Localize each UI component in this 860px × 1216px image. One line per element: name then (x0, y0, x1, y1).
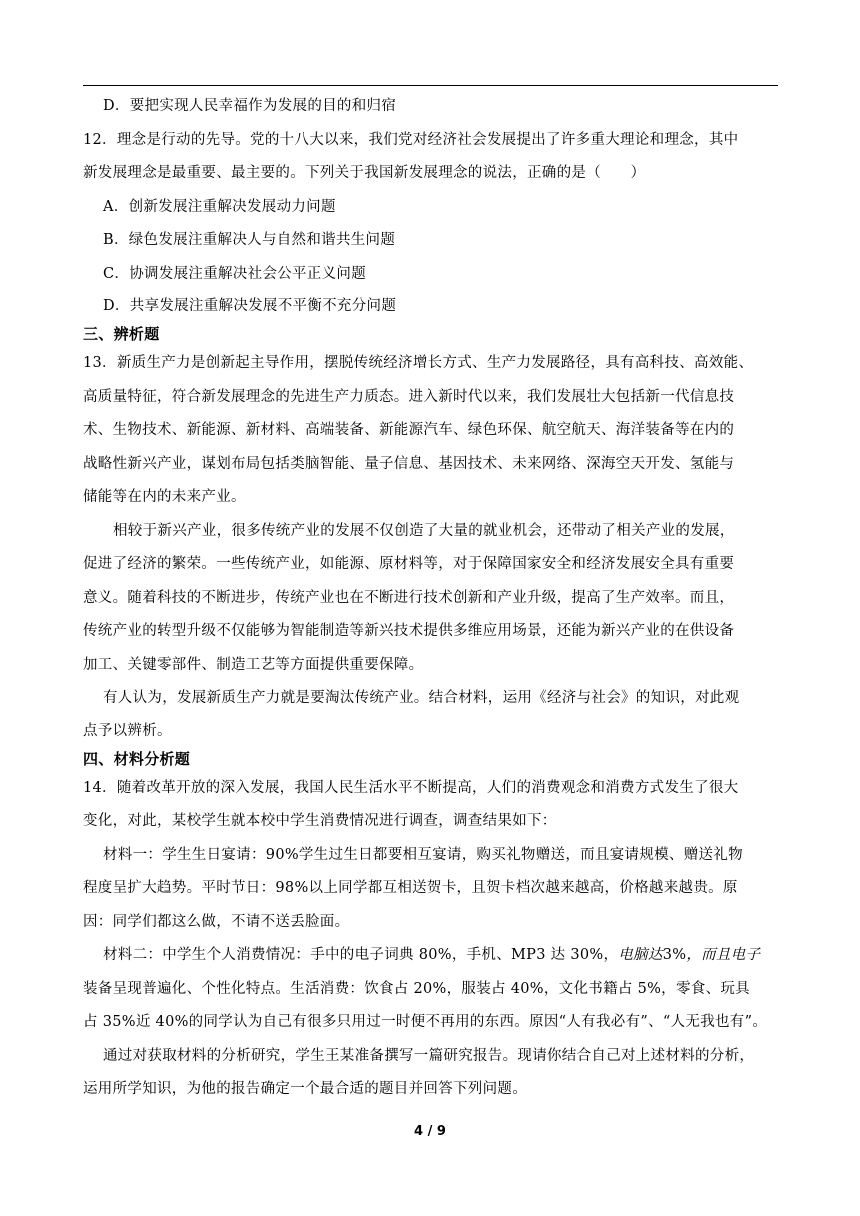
material2-text-c: 3% (662, 947, 687, 963)
q14-material2-line-3: 占 35%近 40%的同学认为自己有很多只用过一时便不再用的东西。原因“人有我必有”、“人无我也有”。 (83, 1014, 768, 1030)
q13-para1-line-3: 术、生物技术、新能源、新材料、高端装备、新能源汽车、绿色环保、航空航天、海洋装备等在内的 (83, 422, 735, 438)
q14-stem-line-2: 变化，对此，某校学生就本校中学生消费情况进行调查，调查结果如下： (83, 813, 557, 829)
q12-option-a: A．创新发展注重解决发展动力问题 (103, 198, 336, 215)
q14-material2-line-2: 装备呈现普遍化、个性化特点。生活消费：饮食占 20%，服装占 40%，文化书籍占 5%，零食、玩具 (83, 980, 750, 997)
q14-material2-line-1 (83, 939, 783, 973)
material2-text-a: 材料二：中学生个人消费情况：手中的电子词典 80%，手机、MP3 达 30%， (103, 947, 619, 963)
q13-para2-line-2: 促进了经济的繁荣。一些传统产业，如能源、原材料等，对于保障国家安全和经济发展安全具有重要 (83, 556, 735, 572)
q13-para2-line-3: 意义。随着科技的不断进步，传统产业也在不断进行技术创新和产业升级，提高了生产效率。而且， (83, 589, 735, 606)
q13-para1-line-2: 高质量特征，符合新发展理念的先进生产力质态。进入新时代以来，我们发展壮大包括新一代信息技 (83, 388, 735, 405)
q14-request-line-2: 运用所学知识，为他的报告确定一个最合适的题目并回答下列问题。 (83, 1081, 527, 1097)
q12-stem-line-2: 新发展理念是最重要、最主要的。下列关于我国新发展理念的说法，正确的是（ ） (83, 165, 646, 181)
q13-para2-line-4: 传统产业的转型升级不仅能够为智能制造等新兴技术提供多维应用场景，还能为新兴产业的在供设备 (83, 623, 735, 639)
q12-stem-line-1: 12．理念是行动的先导。党的十八大以来，我们党对经济社会发展提出了许多重大理论和理念，其中 (83, 131, 739, 148)
header-rule (83, 85, 778, 86)
q14-stem-line-1: 14．随着改革开放的深入发展，我国人民生活水平不断提高，人们的消费观念和消费方式发生了很大 (83, 779, 739, 796)
q13-para1-line-4: 战略性新兴产业，谋划布局包括类脑智能、量子信息、基因技术、未来网络、深海空天开发、氢能与 (83, 455, 735, 472)
page-content (83, 90, 783, 1107)
q13-para1-line-5: 储能等在内的未来产业。 (83, 489, 246, 505)
material2-text-b: 电脑达 (618, 947, 663, 963)
q11-option-d: D．要把实现人民幸福作为发展的目的和归宿 (103, 98, 397, 114)
material2-text-d: ，而且电子 (686, 947, 761, 963)
q12-option-b: B．绿色发展注重解决人与自然和谐共生问题 (103, 232, 396, 248)
q13-para3-line-1: 有人认为，发展新质生产力就是要淘汰传统产业。结合材料，运用《经济与社会》的知识，对此观 (103, 690, 740, 706)
q12-option-d: D．共享发展注重解决发展不平衡不充分问题 (103, 298, 397, 314)
q14-material1-line-1: 材料一：学生生日宴请：90%学生过生日都要相互宴请，购买礼物赠送，而且宴请规模、赠送礼物 (103, 846, 743, 863)
section-4-heading: 四、材料分析题 (83, 749, 191, 768)
q14-material1-line-3: 因：同学们都这么做，不请不送丢脸面。 (83, 913, 350, 930)
q13-para2-line-1: 相较于新兴产业，很多传统产业的发展不仅创造了大量的就业机会，还带动了相关产业的发展， (113, 522, 735, 539)
q14-material1-line-2: 程度呈扩大趋势。平时节日：98%以上同学都互相送贺卡，且贺卡档次越来越高，价格越来越贵。原 (83, 880, 738, 896)
q14-request-line-1: 通过对获取材料的分析研究，学生王某准备撰写一篇研究报告。现请你结合自己对上述材料的分析， (103, 1047, 755, 1064)
q13-para2-line-5: 加工、关键零部件、制造工艺等方面提供重要保障。 (83, 656, 424, 673)
q13-para3-line-2: 点予以辨析。 (83, 722, 172, 739)
q12-option-c: C．协调发展注重解决社会公平正义问题 (103, 265, 366, 282)
q13-para1-line-1: 13．新质生产力是创新起主导作用，摆脱传统经济增长方式、生产力发展路径，具有高科技、高效能、 (83, 355, 754, 371)
section-3-heading: 三、辨析题 (83, 325, 160, 343)
page-number: 4 / 9 (414, 1124, 446, 1139)
